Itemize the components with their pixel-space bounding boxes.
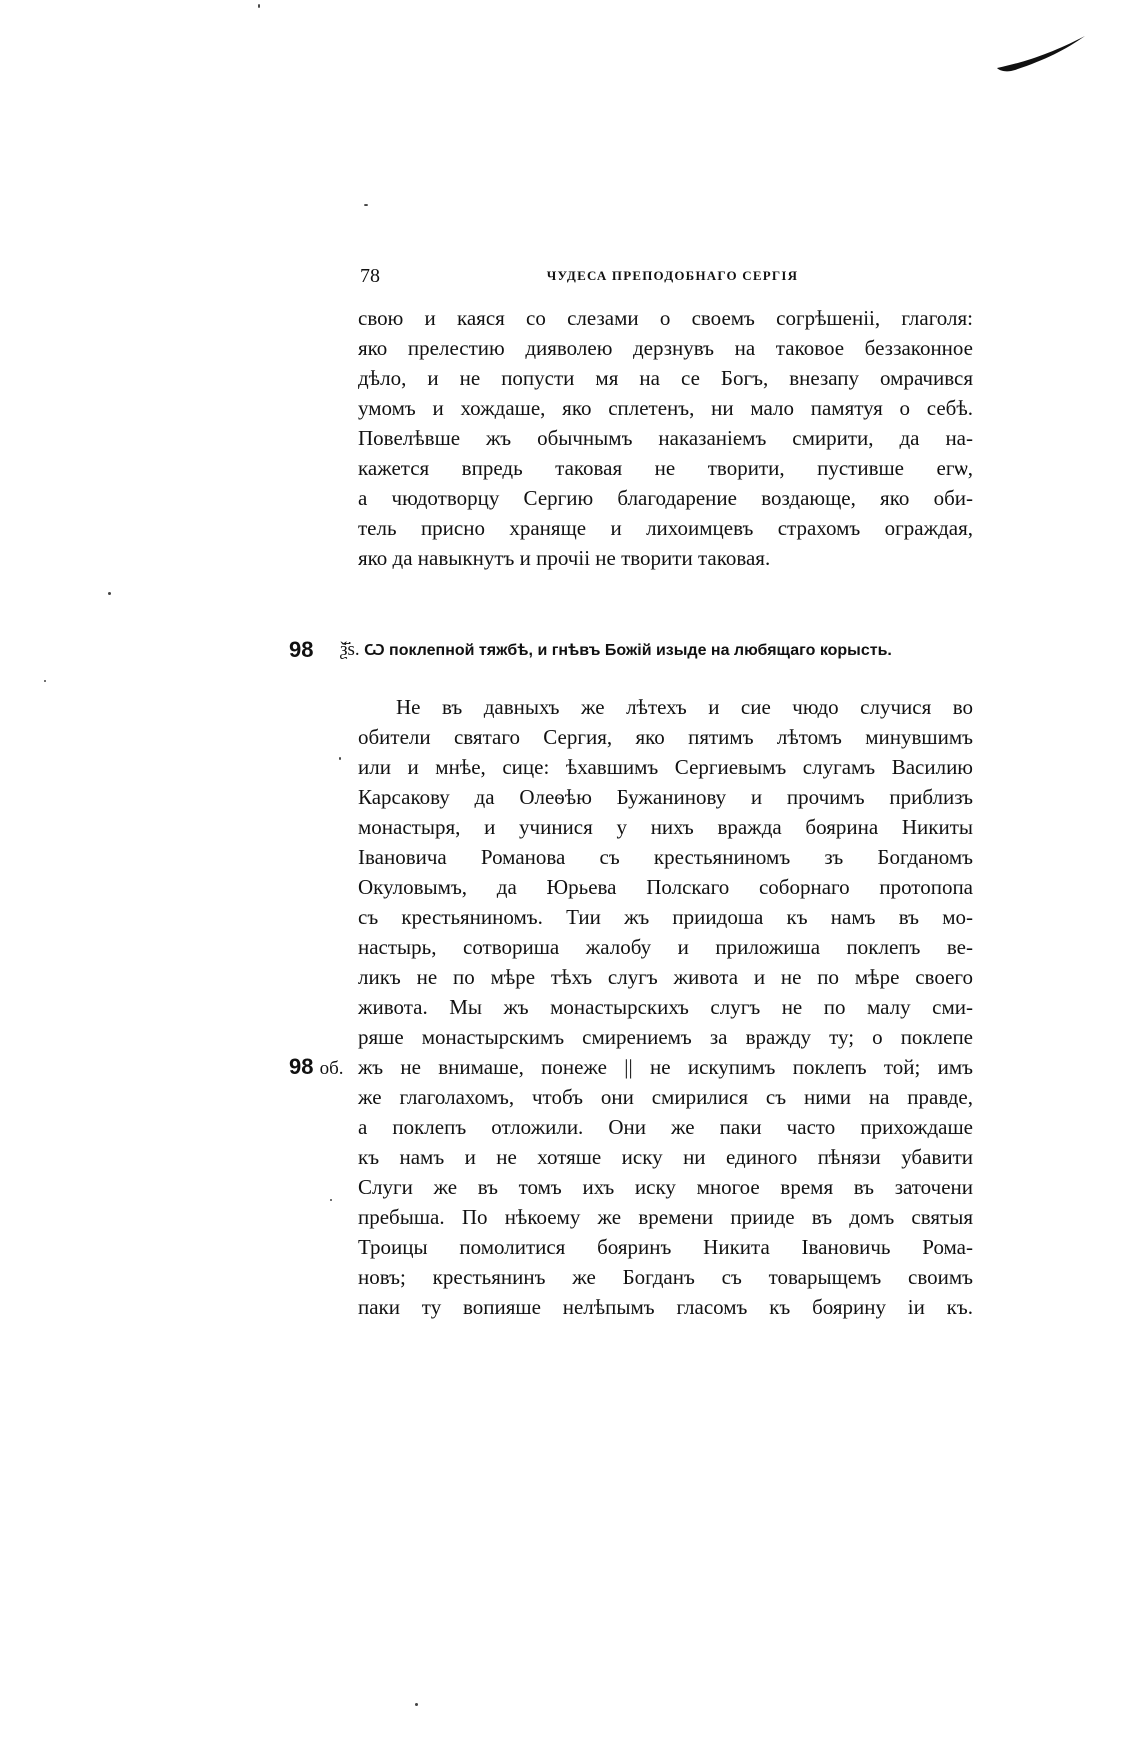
text-line: съ крестьяниномъ. Тии жъ приидоша къ намъ въ мо- [358, 905, 973, 929]
text-line: ликъ не по мѣре тѣхъ слугъ живота и не по мѣре своего [358, 965, 973, 989]
scan-speck [258, 4, 260, 8]
text-line: пребыша. По нѣкоему же времени прииде въ домъ святыя [358, 1205, 973, 1229]
text-line: тель присно храняще и лихоимцевъ страхомъ ограждая, [358, 516, 973, 540]
text-line: живота. Мы жъ монастырскихъ слугъ не по малу сми- [358, 995, 973, 1019]
section-heading [340, 636, 973, 664]
margin-folio-verso-number: 98 [289, 1054, 314, 1079]
scan-speck [330, 1199, 332, 1201]
margin-folio-verso-suffix: об. [319, 1058, 344, 1079]
text-line: Повелѣвше жъ обычнымъ наказаніемъ смирити, да на- [358, 426, 973, 450]
text-line: настырь, сотвориша жалобу и приложиша поклепъ ве- [358, 935, 973, 959]
page-number: 78 [360, 265, 380, 287]
section-numeral: ѯ҃ѕ. [340, 639, 360, 660]
margin-folio-number-verso [289, 1053, 344, 1083]
text-line: Івановича Романова съ крестьяниномъ зъ Богданомъ [358, 845, 973, 869]
text-line: кажется впредь таковая не творити, пустивше егѡ, [358, 456, 973, 480]
scan-speck [364, 204, 368, 206]
text-line: Не въ давныхъ же лѣтехъ и сие чюдо случися во [396, 695, 973, 719]
text-line: а поклепъ отложили. Они же паки часто прихождаше [358, 1115, 973, 1139]
text-line: яко прелестию дияволею дерзнувъ на таковое беззаконное [358, 336, 973, 360]
running-title: ЧУДЕСА ПРЕПОДОБНАГО СЕРГІЯ [546, 268, 799, 283]
text-line: ряше монастырскимъ смирениемъ за вражду ту; о поклепе [358, 1025, 973, 1049]
text-line: новъ; крестьянинъ же Богданъ съ товарыщемъ своимъ [358, 1265, 973, 1289]
scan-speck [415, 1703, 418, 1706]
body-paragraph [358, 692, 973, 1322]
text-line: обители святаго Сергия, яко пятимъ лѣтомъ минувшимъ [358, 725, 973, 749]
text-line: а чюдотворцу Сергию благодарение воздающе, яко оби- [358, 486, 973, 510]
text-line: дѣло, и не попусти мя на се Богъ, внезапу омрачився [358, 366, 973, 390]
continuation-paragraph [358, 303, 973, 573]
text-line: къ намъ и не хотяше иску ни единого пѣнязи убавити [358, 1145, 973, 1169]
text-line: Троицы помолитися бояринъ Никита Івановичь Рома- [358, 1235, 973, 1259]
margin-folio-number: 98 [289, 637, 314, 662]
scan-speck [339, 757, 341, 760]
text-line: или и мнѣе, сице: ѣхавшимъ Сергиевымъ слугамъ Василию [358, 755, 973, 779]
text-line: яко да навыкнутъ и прочіі не творити таковая. [358, 546, 771, 570]
section-title: Ѡ поклепной тяжбѣ, и гнѣвъ Божій изыде на любящаго корысть. [364, 642, 892, 659]
scan-speck [108, 592, 111, 595]
text-line: Окуловымъ, да Юрьева Полскаго соборнаго протопопа [358, 875, 973, 899]
text-line: Слуги же въ томъ ихъ иску многое время въ заточени [358, 1175, 973, 1199]
text-line: же глаголахомъ, чтобъ они смирилися съ ними на правде, [358, 1085, 973, 1109]
scan-speck [44, 680, 46, 682]
ink-stroke-mark [995, 32, 1087, 74]
text-line: паки ту вопияше нелѣпымъ гласомъ къ боярину іи къ. [358, 1295, 973, 1319]
page-header [360, 264, 975, 288]
text-line: Карсакову да Олеѳѣю Бужанинову и прочимъ приблизъ [358, 785, 973, 809]
text-line: умомъ и хождаше, яко сплетенъ, ни мало памятуя о себѣ. [358, 396, 973, 420]
text-line: свою и каяся со слезами о своемъ согрѣшеніі, глаголя: [358, 306, 973, 330]
text-line: жъ не внимаше, понеже || не искупимъ поклепъ той; имъ [358, 1055, 973, 1079]
text-line: монастыря, и учинися у нихъ вражда боярина Никиты [358, 815, 973, 839]
